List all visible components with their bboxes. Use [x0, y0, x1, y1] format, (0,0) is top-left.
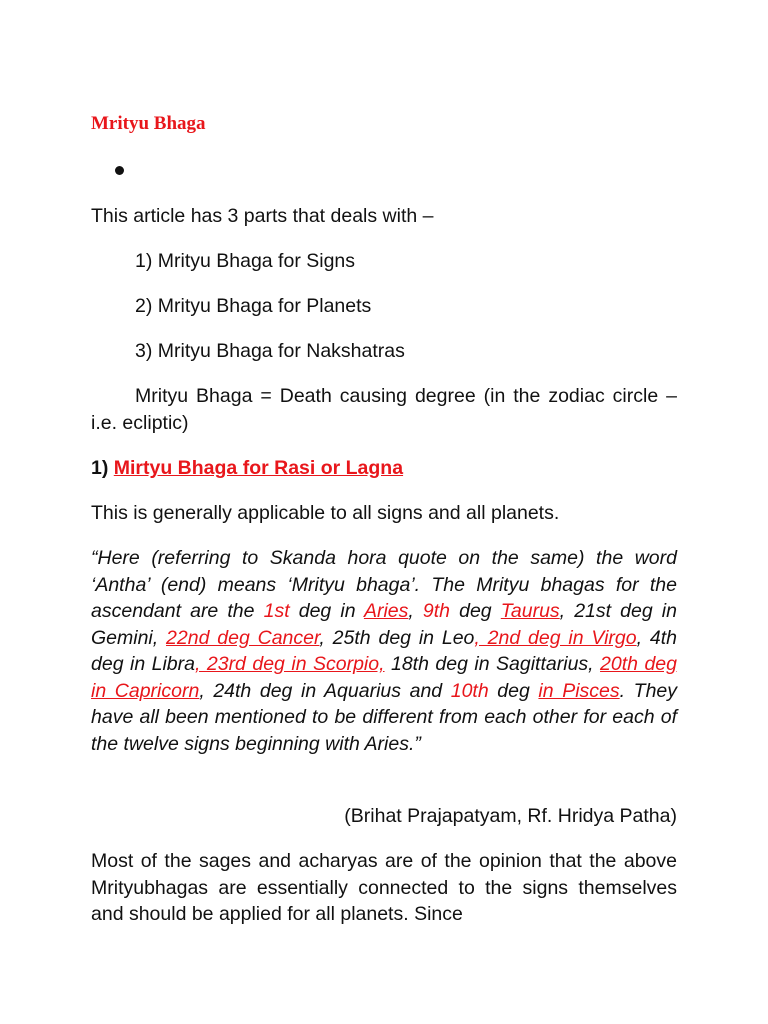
- part-item-2: 2) Mrityu Bhaga for Planets: [135, 295, 372, 317]
- citation: (Brihat Prajapatyam, Rf. Hridya Patha): [344, 805, 677, 827]
- intro-paragraph: This article has 3 parts that deals with –: [91, 205, 434, 227]
- part-item-3: 3) Mrityu Bhaga for Nakshatras: [135, 340, 405, 362]
- quote-highlight: 1st: [263, 600, 290, 622]
- quote-highlight: Taurus: [500, 600, 560, 622]
- quote-text: deg: [450, 600, 501, 622]
- section-heading-link: Mirtyu Bhaga for Rasi or Lagna: [113, 457, 404, 479]
- quote-highlight: 22nd deg Cancer: [166, 626, 320, 649]
- quote-text: 18th deg in Sagittarius,: [384, 653, 601, 675]
- section-heading: [91, 455, 677, 482]
- quote-text: deg in: [289, 600, 364, 622]
- quote-text: “Here (referring to Skanda hora quote on the same) the word ‘Antha’ (end) means ‘Mrityu bhaga’. The Mrityu bhagas for the ascendant are the: [91, 547, 677, 622]
- quote-text: deg: [488, 679, 539, 702]
- document-title: Mrityu Bhaga: [91, 113, 206, 134]
- quote-text: , 4th deg in Libra: [91, 626, 677, 675]
- quote-text: , 21st deg in Gemini,: [91, 600, 677, 649]
- quote-text: ,: [408, 600, 423, 622]
- quote-text: . They have all been mentioned to be different from each other for each of the twelve signs beginning with Aries.”: [91, 679, 678, 755]
- quote-paragraph: [91, 545, 677, 757]
- quote-text: , 24th deg in Aquarius and: [199, 679, 451, 702]
- part-item-1: 1) Mrityu Bhaga for Signs: [135, 250, 356, 272]
- closing-paragraph: Most of the sages and acharyas are of the opinion that the above Mrityubhagas are essentially connected to the signs themselves and should be applied for all planets. Since: [91, 850, 677, 925]
- quote-highlight: 9th: [422, 600, 451, 622]
- quote-text: , 25th deg in Leo: [319, 626, 475, 649]
- quote-highlight: 20th deg in Capricorn: [91, 653, 677, 702]
- quote-highlight: , 2nd deg in Virgo: [474, 626, 637, 649]
- applicable-paragraph: This is generally applicable to all signs and all planets.: [91, 502, 560, 524]
- section-number: 1): [91, 457, 114, 479]
- quote-highlight: , 23rd deg in Scorpio,: [195, 653, 385, 675]
- bullet-point: [115, 166, 124, 175]
- quote-highlight: in Pisces: [538, 679, 620, 702]
- quote-highlight: 10th: [450, 679, 489, 702]
- quote-highlight: Aries: [363, 600, 409, 622]
- definition-paragraph: Mrityu Bhaga = Death causing degree (in the zodiac circle – i.e. ecliptic): [91, 385, 677, 434]
